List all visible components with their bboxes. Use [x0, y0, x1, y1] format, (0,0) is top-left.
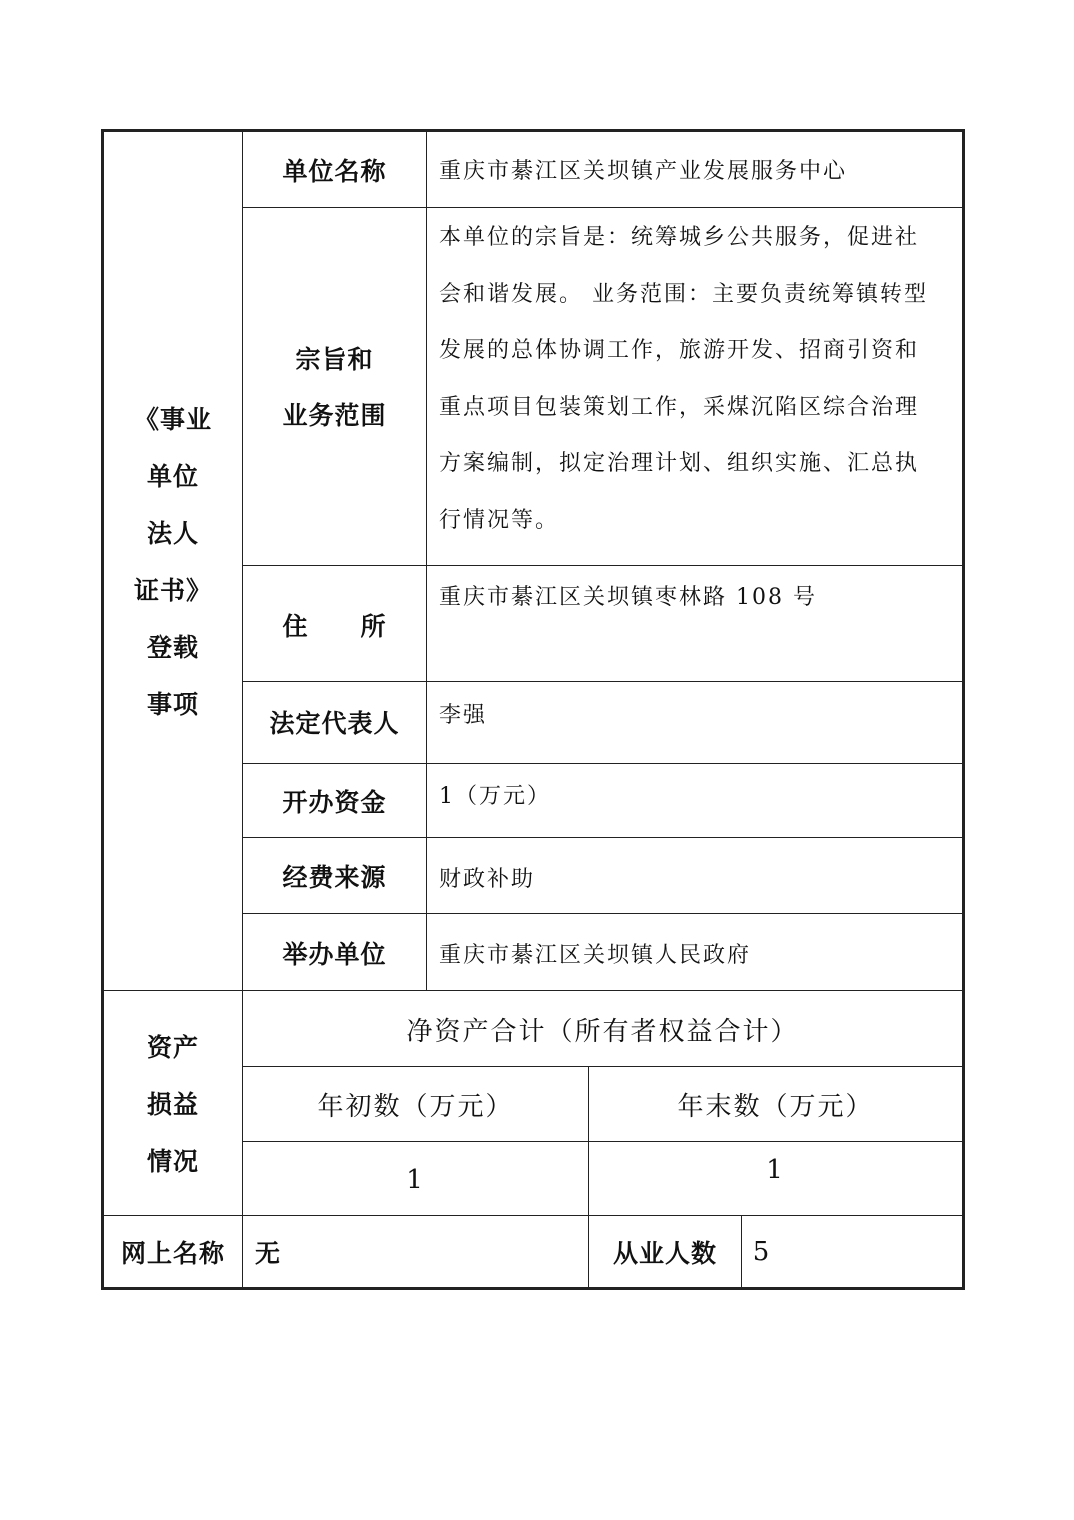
purpose-line: 方案编制，拟定治理计划、组织实施、汇总执 [439, 451, 920, 476]
purpose-line: 本单位的宗旨是：统筹城乡公共服务，促进社 [439, 225, 920, 250]
title-line: 资产 [146, 1032, 199, 1062]
purpose-label [243, 330, 426, 445]
title-line: 事项 [146, 690, 199, 719]
row-divider [243, 913, 963, 914]
address-label: 住 所 [282, 612, 387, 641]
table-border-top [101, 129, 965, 132]
address-value: 重庆市綦江区关坝镇枣林路 108 号 [439, 585, 817, 610]
row-divider [243, 763, 963, 764]
unit-name-label: 单位名称 [282, 156, 387, 186]
begin-of-year-value: 1 [406, 1165, 425, 1195]
online-name-value: 无 [254, 1239, 281, 1268]
row-divider [243, 207, 963, 208]
purpose-label-line: 业务范围 [282, 400, 387, 430]
funding-value: 财政补助 [439, 867, 536, 892]
sponsor-label: 举办单位 [282, 939, 387, 969]
legal-rep-label: 法定代表人 [269, 709, 400, 738]
unit-name-value: 重庆市綦江区关坝镇产业发展服务中心 [439, 159, 848, 184]
funding-label: 经费来源 [282, 863, 387, 892]
begin-of-year-label: 年初数（万元） [317, 1091, 514, 1122]
employees-value: 5 [752, 1237, 772, 1267]
purpose-value [427, 210, 962, 555]
online-name-label: 网上名称 [120, 1239, 225, 1268]
title-line: 法人 [146, 519, 199, 548]
title-line: 《事业 [133, 405, 212, 434]
row-divider [103, 990, 963, 991]
purpose-line: 重点项目包装策划工作，采煤沉陷区综合治理 [439, 394, 920, 420]
net-assets-header: 净资产合计（所有者权益合计） [406, 1016, 799, 1047]
purpose-line: 发展的总体协调工作，旅游开发、招商引资和 [439, 338, 920, 363]
title-line: 情况 [146, 1146, 199, 1176]
end-of-year-label: 年末数（万元） [677, 1091, 874, 1122]
legal-rep-value: 李强 [439, 703, 488, 728]
end-of-year-value: 1 [766, 1155, 785, 1185]
row-divider [243, 837, 963, 838]
registration-section-title [104, 391, 242, 733]
title-line: 登载 [146, 633, 199, 662]
assets-section-title [104, 1018, 242, 1190]
table-border-right [962, 129, 965, 1290]
employees-label: 从业人数 [612, 1239, 717, 1268]
purpose-line: 会和谐发展。 业务范围：主要负责统筹镇转型 [439, 281, 928, 307]
title-line: 单位 [146, 462, 199, 491]
purpose-label-line: 宗旨和 [295, 344, 374, 374]
title-line: 证书》 [133, 576, 212, 605]
capital-label: 开办资金 [282, 788, 387, 817]
row-divider [243, 681, 963, 682]
capital-value: 1（万元） [439, 784, 551, 809]
row-divider [243, 1066, 963, 1067]
row-divider [243, 565, 963, 566]
table-border-bottom [101, 1287, 965, 1290]
row-divider [243, 1141, 963, 1142]
purpose-line: 行情况等。 [439, 507, 560, 533]
row-divider [103, 1215, 963, 1216]
title-line: 损益 [146, 1089, 199, 1119]
sponsor-value: 重庆市綦江区关坝镇人民政府 [439, 943, 752, 968]
